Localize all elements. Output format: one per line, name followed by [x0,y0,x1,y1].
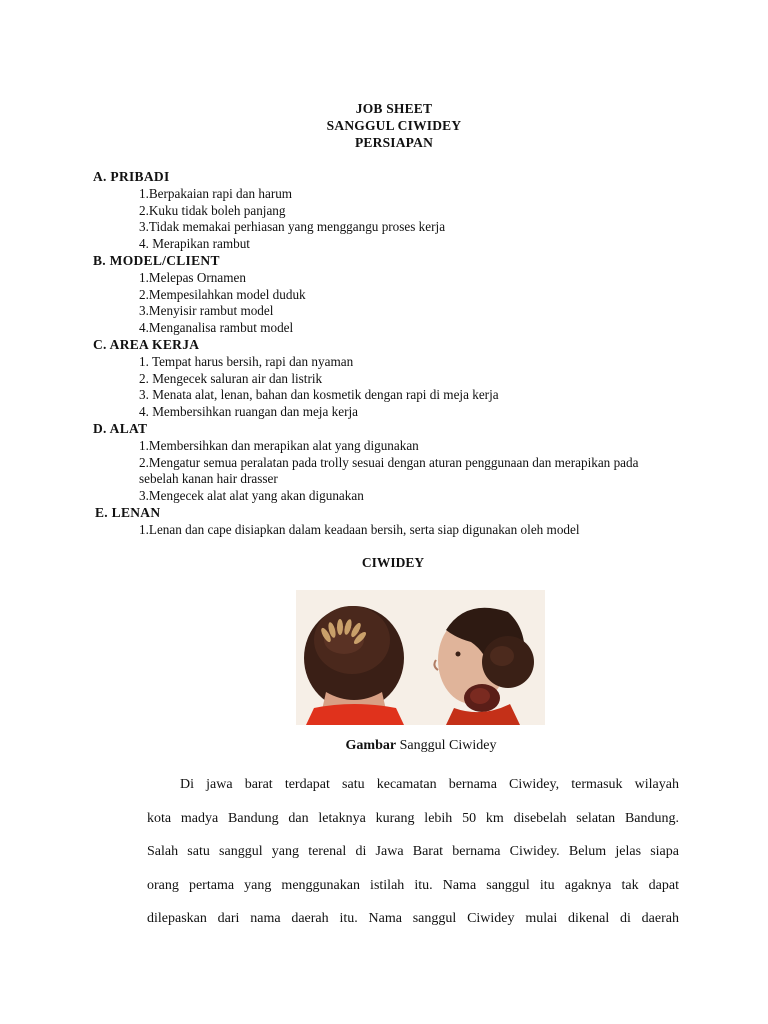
doc-title-line2: SANGGUL CIWIDEY [326,118,462,133]
list-item: 4.Menganalisa rambut model [139,320,294,336]
paragraph-line: orang pertama yang menggunakan istilah itu. Nama sanggul itu agaknya tak dapat [147,877,679,893]
body-paragraph [147,768,679,936]
list-item: 2.Kuku tidak boleh panjang [139,202,286,218]
list-item: 1.Berpakaian rapi dan harum [139,185,293,201]
list-item: 2. Mengecek saluran air dan listrik [139,370,323,386]
paragraph-line: kota madya Bandung dan letaknya kurang lebih 50 km disebelah selatan Bandung. [147,810,679,826]
list-item: 3.Menyisir rambut model [139,303,274,319]
paragraph-line: Di jawa barat terdapat satu kecamatan bernama Ciwidey, termasuk wilayah [180,777,679,792]
caption-text: Sanggul Ciwidey [396,738,497,753]
section-heading-area-kerja: C. AREA KERJA [93,336,200,352]
section-subtitle: CIWIDEY [361,555,425,570]
list-item: 1.Membersihkan dan merapikan alat yang digunakan [139,437,419,453]
paragraph-line: Salah satu sanggul yang terenal di Jawa Barat bernama Ciwidey. Belum jelas siapa [147,844,679,859]
section-heading-lenan: E. LENAN [95,504,161,520]
list-item: 4. Membersihkan ruangan dan meja kerja [139,404,358,420]
doc-title-line3: PERSIAPAN [354,135,434,150]
section-heading-alat: D. ALAT [93,420,148,436]
list-item: 1.Melepas Ornamen [139,269,246,285]
list-item: 2.Mempesilahkan model duduk [139,286,306,302]
list-item: 1. Tempat harus bersih, rapi dan nyaman [139,353,354,369]
list-item: 3.Tidak memakai perhiasan yang menggangu proses kerja [139,219,446,235]
section-heading-pribadi: A. PRIBADI [93,169,170,184]
preparation-sections [93,169,693,539]
sanggul-photo [296,590,545,725]
list-item: 3. Menata alat, lenan, bahan dan kosmetik dengan rapi di meja kerja [139,387,499,403]
section-heading-model-client: B. MODEL/CLIENT [93,252,220,268]
list-item: 4. Merapikan rambut [139,236,250,252]
paragraph-line: dilepaskan dari nama daerah itu. Nama sanggul Ciwidey mulai dikenal di daerah [147,911,679,926]
caption-label: Gambar [345,738,397,753]
list-item: 3.Mengecek alat alat yang akan digunakan [139,488,364,504]
figure-caption [0,738,768,754]
list-item: 2.Mengatur semua peralatan pada trolly sesuai dengan aturan penggunaan dan merapikan pada sebelah kanan hair drasser [139,454,639,487]
doc-title-line1: JOB SHEET [355,101,433,116]
list-item: 1.Lenan dan cape disiapkan dalam keadaan bersih, serta siap digunakan oleh model [139,521,580,537]
